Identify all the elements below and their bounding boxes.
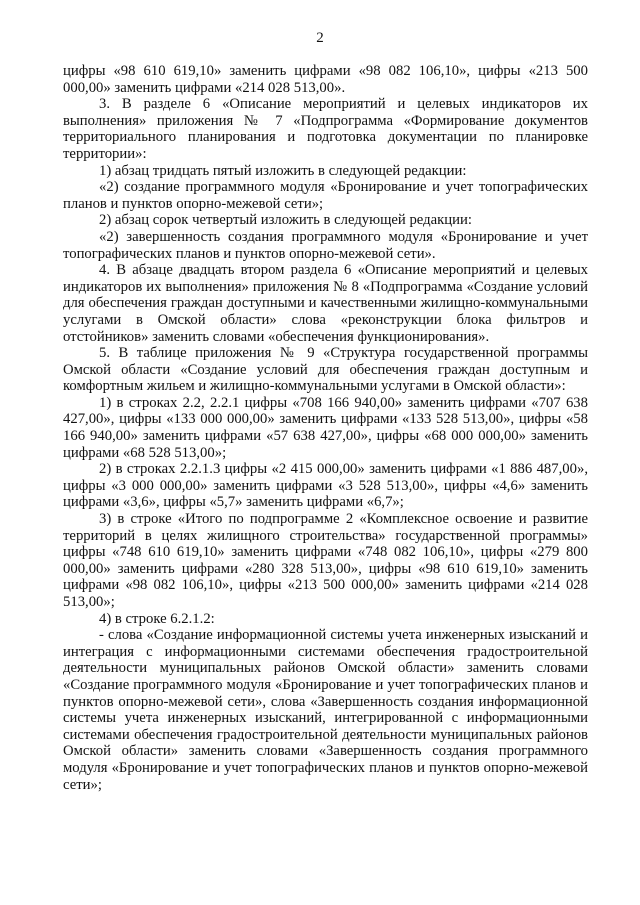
document-body xyxy=(63,63,588,793)
paragraph: - слова «Создание информационной системы учета инженерных изысканий и интеграция с информационными системами обеспечения градостроительной деятельности муниципальных районов Омской области» заменить словами «Создание программного модуля «Бронирование и учет топографических планов и пунктов опорно-межевой сети», слова «Завершенность создания информационной системы учета инженерных изысканий, интегрированной с информационными системами обеспечения градостроительной деятельности муниципальных районов Омской области» заменить словами «Завершенность создания программного модуля «Бронирование и учет топографических планов и пунктов опорно-межевой сети»; xyxy=(63,627,588,793)
paragraph: 5. В таблице приложения № 9 «Структура государственной программы Омской области «Создание условий для обеспечения граждан доступным и комфортным жильем и жилищно-коммунальными услугами в Омской области»: xyxy=(63,345,588,395)
paragraph: 1) в строках 2.2, 2.2.1 цифры «708 166 940,00» заменить цифрами «707 638 427,00», цифры «133 000 000,00» заменить цифрами «133 528 513,00», цифры «58 166 940,00» заменить цифрами «57 638 427,00», цифры «68 000 000,00» заменить цифрами «68 528 513,00»; xyxy=(63,394,588,461)
paragraph: 1) абзац тридцать пятый изложить в следующей редакции: xyxy=(99,162,467,179)
paragraph: цифры «98 610 619,10» заменить цифрами «98 082 106,10», цифры «213 500 000,00» заменить цифрами «214 028 513,00». xyxy=(63,63,588,96)
paragraph: «2) создание программного модуля «Бронирование и учет топографических планов и пунктов опорно-межевой сети»; xyxy=(63,179,588,212)
paragraph: 2) абзац сорок четвертый изложить в следующей редакции: xyxy=(99,212,472,229)
paragraph: 4. В абзаце двадцать втором раздела 6 «Описание мероприятий и целевых индикаторов их выполнения» приложения № 8 «Подпрограмма «Создание условий для обеспечения граждан доступными и качественными жилищно-коммунальными услугами в Омской области» слова «реконструкции блока фильтров и отстойников» заменить словами «обеспечения функционирования». xyxy=(63,262,588,345)
paragraph: 3. В разделе 6 «Описание мероприятий и целевых индикаторов их выполнения» приложения № 7 «Подпрограмма «Формирование документов территориального планирования и подготовка документации по планировке территории»: xyxy=(63,96,588,162)
page-number: 2 xyxy=(316,30,324,46)
paragraph: 3) в строке «Итого по подпрограмме 2 «Комплексное освоение и развитие территорий в целях жилищного строительства» государственной программы» цифры «748 610 619,10» заменить цифрами «748 082 106,10», цифры «279 800 000,00» заменить цифрами «280 328 513,00», цифры «98 610 619,10» заменить цифрами «98 082 106,10», цифры «213 500 000,00» заменить цифрами «214 028 513,00»; xyxy=(63,511,588,610)
paragraph: 4) в строке 6.2.1.2: xyxy=(99,610,215,627)
paragraph: «2) завершенность создания программного модуля «Бронирование и учет топографических планов и пунктов опорно-межевой сети». xyxy=(63,228,588,262)
paragraph: 2) в строках 2.2.1.3 цифры «2 415 000,00» заменить цифрами «1 886 487,00», цифры «3 000 000,00» заменить цифрами «3 528 513,00», цифры «4,6» заменить цифрами «3,6», цифры «5,7» заменить цифрами «6,7»; xyxy=(63,461,588,511)
